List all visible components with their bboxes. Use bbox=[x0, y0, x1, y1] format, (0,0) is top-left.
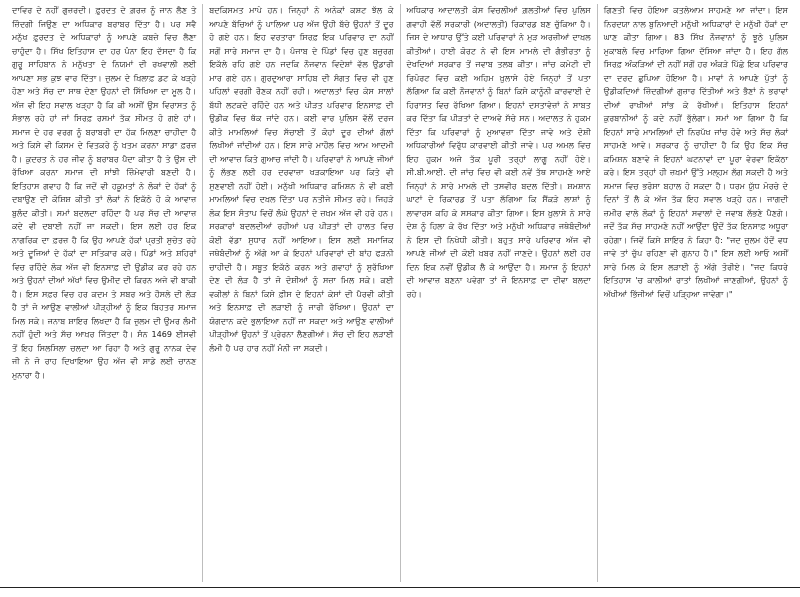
article-paragraph: ਅਧਿਕਾਰ ਆਦਾਲਤੀ ਕੇਸ ਵਿਚਲੀਆਂ ਗ਼ਲਤੀਆਂ ਵਿਚ ਪੁਲਿਸ ਗਵਾਹੀ ਵੱਲੋਂ ਸਰਕਾਰੀ (ਅਦਾਲਤੀ) ਰਿਕਾਰਡ ਬਣ ਚੁੱਕਿਆ ਹੈ। ਜਿਸ ਦੇ ਆਧਾਰ ਉੱਤੇ ਕਈ ਪਰਿਵਾਰਾਂ ਨੇ ਮੁੜ ਅਰਜ਼ੀਆਂ ਦਾਖ਼ਲ ਕੀਤੀਆਂ। ਹਾਈ ਕੋਰਟ ਨੇ ਵੀ ਇਸ ਮਾਮਲੇ ਦੀ ਗੰਭੀਰਤਾ ਨੂੰ ਦੇਖਦਿਆਂ ਸਰਕਾਰ ਤੋਂ ਜਵਾਬ ਤਲਬ ਕੀਤਾ। ਜਾਂਚ ਕਮੇਟੀ ਦੀ ਰਿਪੋਰਟ ਵਿਚ ਕਈ ਅਹਿਮ ਖ਼ੁਲਾਸੇ ਹੋਏ ਜਿਨ੍ਹਾਂ ਤੋਂ ਪਤਾ ਲੱਗਿਆ ਕਿ ਕਈ ਨੌਜਵਾਨਾਂ ਨੂੰ ਬਿਨਾਂ ਕਿਸੇ ਕਾਨੂੰਨੀ ਕਾਰਵਾਈ ਦੇ ਹਿਰਾਸਤ ਵਿਚ ਰੱਖਿਆ ਗਿਆ। ਇਹਨਾਂ ਦਸਤਾਵੇਜ਼ਾਂ ਨੇ ਸਾਬਤ ਕਰ ਦਿੱਤਾ ਕਿ ਪੀੜਤਾਂ ਦੇ ਦਾਅਵੇ ਸੱਚੇ ਸਨ। ਅਦਾਲਤ ਨੇ ਹੁਕਮ ਦਿੱਤਾ ਕਿ ਪਰਿਵਾਰਾਂ ਨੂੰ ਮੁਆਵਜ਼ਾ ਦਿੱਤਾ ਜਾਵੇ ਅਤੇ ਦੋਸ਼ੀ ਅਧਿਕਾਰੀਆਂ ਵਿਰੁੱਧ ਕਾਰਵਾਈ ਕੀਤੀ ਜਾਵੇ। ਪਰ ਅਮਲ ਵਿਚ ਇਹ ਹੁਕਮ ਅਜੇ ਤੱਕ ਪੂਰੀ ਤਰ੍ਹਾਂ ਲਾਗੂ ਨਹੀਂ ਹੋਏ। ਸੀ.ਬੀ.ਆਈ. ਦੀ ਜਾਂਚ ਵਿਚ ਵੀ ਕਈ ਨਵੇਂ ਤੱਥ ਸਾਹਮਣੇ ਆਏ ਜਿਨ੍ਹਾਂ ਨੇ ਸਾਰੇ ਮਾਮਲੇ ਦੀ ਤਸਵੀਰ ਬਦਲ ਦਿੱਤੀ। ਸ਼ਮਸ਼ਾਨ ਘਾਟਾਂ ਦੇ ਰਿਕਾਰਡ ਤੋਂ ਪਤਾ ਲੱਗਿਆ ਕਿ ਸੈਂਕੜੇ ਲਾਸ਼ਾਂ ਨੂੰ ਲਾਵਾਰਸ ਕਹਿ ਕੇ ਸਸਕਾਰ ਕੀਤਾ ਗਿਆ। ਇਸ ਖ਼ੁਲਾਸੇ ਨੇ ਸਾਰੇ ਦੇਸ਼ ਨੂੰ ਹਿਲਾ ਕੇ ਰੱਖ ਦਿੱਤਾ ਅਤੇ ਮਨੁੱਖੀ ਅਧਿਕਾਰ ਜਥੇਬੰਦੀਆਂ ਨੇ ਇਸ ਦੀ ਨਿਖੇਧੀ ਕੀਤੀ। ਬਹੁਤ ਸਾਰੇ ਪਰਿਵਾਰ ਅੱਜ ਵੀ ਆਪਣੇ ਜੀਆਂ ਦੀ ਕੋਈ ਖ਼ਬਰ ਨਹੀਂ ਜਾਣਦੇ। ਉਹਨਾਂ ਲਈ ਹਰ ਦਿਨ ਇਕ ਨਵੀਂ ਉਡੀਕ ਲੈ ਕੇ ਆਉਂਦਾ ਹੈ। ਸਮਾਜ ਨੂੰ ਇਹਨਾਂ ਦੀ ਆਵਾਜ਼ ਬਣਨਾ ਪਵੇਗਾ ਤਾਂ ਜੋ ਇਨਸਾਫ਼ ਦਾ ਦੀਵਾ ਬਲਦਾ ਰਹੇ। bbox=[406, 6, 591, 299]
page-bottom-divider bbox=[0, 587, 800, 588]
article-paragraph: ਦਾਵਿਰ ਦੇ ਨਹੀਂ ਗੁਜ਼ਰਦੀ। ਫ਼ੁਰਦਤ ਦੇ ਗ਼ਰਜ਼ ਨੂੰ ਜਾਨ ਲੈਣ ਤੇ ਜ਼ਿੰਦਗੀ ਜਿਉਣ ਦਾ ਅਧਿਕਾਰ ਬਰਾਬਰ ਦਿੱਤਾ ਹੈ। ਪਰ ਸਵੈ ਮਨੁੱਖ ਫ਼ੁਰਦਤ ਦੇ ਅਧਿਕਾਰਾਂ ਨੂੰ ਆਪਣੇ ਕਬਜ਼ੇ ਵਿਚ ਲੈਣਾ ਚਾਹੁੰਦਾ ਹੈ। ਸਿੱਖ ਇਤਿਹਾਸ ਦਾ ਹਰ ਪੰਨਾ ਇਹ ਦੱਸਦਾ ਹੈ ਕਿ ਗੁਰੂ ਸਾਹਿਬਾਨ ਨੇ ਮਨੁੱਖਤਾ ਦੇ ਨਿਯਮਾਂ ਦੀ ਰਖਵਾਲੀ ਲਈ ਆਪਣਾ ਸਭ ਕੁਝ ਵਾਰ ਦਿੱਤਾ। ਜ਼ੁਲਮ ਦੇ ਖ਼ਿਲਾਫ਼ ਡਟ ਕੇ ਖੜ੍ਹੇ ਹੋਣਾ ਅਤੇ ਸੱਚ ਦਾ ਸਾਥ ਦੇਣਾ ਉਹਨਾਂ ਦੀ ਸਿੱਖਿਆ ਦਾ ਮੂਲ ਹੈ। ਅੱਜ ਵੀ ਇਹ ਸਵਾਲ ਖੜ੍ਹਾ ਹੈ ਕਿ ਕੀ ਅਸੀਂ ਉਸ ਵਿਰਾਸਤ ਨੂੰ ਸੰਭਾਲ ਰਹੇ ਹਾਂ ਜਾਂ ਸਿਰਫ਼ ਰਸਮਾਂ ਤੱਕ ਸੀਮਤ ਹੋ ਗਏ ਹਾਂ। ਸਮਾਜ ਦੇ ਹਰ ਵਰਗ ਨੂੰ ਬਰਾਬਰੀ ਦਾ ਹੱਕ ਮਿਲਣਾ ਚਾਹੀਦਾ ਹੈ ਅਤੇ ਕਿਸੇ ਵੀ ਕਿਸਮ ਦੇ ਵਿਤਕਰੇ ਨੂੰ ਖ਼ਤਮ ਕਰਨਾ ਸਾਡਾ ਫ਼ਰਜ਼ ਹੈ। ਕੁਦਰਤ ਨੇ ਹਰ ਜੀਵ ਨੂੰ ਬਰਾਬਰ ਪੈਦਾ ਕੀਤਾ ਹੈ ਤੇ ਉਸ ਦੀ ਰੱਖਿਆ ਕਰਨਾ ਸਮਾਜ ਦੀ ਸਾਂਝੀ ਜ਼ਿੰਮੇਵਾਰੀ ਬਣਦੀ ਹੈ। ਇਤਿਹਾਸ ਗਵਾਹ ਹੈ ਕਿ ਜਦੋਂ ਵੀ ਹਕੂਮਤਾਂ ਨੇ ਲੋਕਾਂ ਦੇ ਹੱਕਾਂ ਨੂੰ ਦਬਾਉਣ ਦੀ ਕੋਸ਼ਿਸ਼ ਕੀਤੀ ਤਾਂ ਲੋਕਾਂ ਨੇ ਇਕੱਠੇ ਹੋ ਕੇ ਆਵਾਜ਼ ਬੁਲੰਦ ਕੀਤੀ। ਸਮਾਂ ਬਦਲਦਾ ਰਹਿੰਦਾ ਹੈ ਪਰ ਸੱਚ ਦੀ ਆਵਾਜ਼ ਕਦੇ ਵੀ ਦਬਾਈ ਨਹੀਂ ਜਾ ਸਕਦੀ। ਇਸ ਲਈ ਹਰ ਇਕ ਨਾਗਰਿਕ ਦਾ ਫ਼ਰਜ਼ ਹੈ ਕਿ ਉਹ ਆਪਣੇ ਹੱਕਾਂ ਪ੍ਰਤੀ ਸੁਚੇਤ ਰਹੇ ਅਤੇ ਦੂਜਿਆਂ ਦੇ ਹੱਕਾਂ ਦਾ ਸਤਿਕਾਰ ਕਰੇ। ਪਿੰਡਾਂ ਅਤੇ ਸ਼ਹਿਰਾਂ ਵਿਚ ਰਹਿੰਦੇ ਲੋਕ ਅੱਜ ਵੀ ਇਨਸਾਫ਼ ਦੀ ਉਡੀਕ ਕਰ ਰਹੇ ਹਨ ਅਤੇ ਉਹਨਾਂ ਦੀਆਂ ਅੱਖਾਂ ਵਿਚ ਉਮੀਦ ਦੀ ਕਿਰਨ ਅਜੇ ਵੀ ਬਾਕੀ ਹੈ। ਇਸ ਸਫ਼ਰ ਵਿਚ ਹਰ ਕਦਮ ਤੇ ਸਬਰ ਅਤੇ ਹੌਸਲੇ ਦੀ ਲੋੜ ਹੈ ਤਾਂ ਜੋ ਆਉਣ ਵਾਲੀਆਂ ਪੀੜ੍ਹੀਆਂ ਨੂੰ ਇਕ ਬਿਹਤਰ ਸਮਾਜ ਮਿਲ ਸਕੇ। ਜਨਾਬ ਸ਼ਾਇਰ ਲਿਖਦਾ ਹੈ ਕਿ ਜ਼ੁਲਮ ਦੀ ਉਮਰ ਲੰਮੀ ਨਹੀਂ ਹੁੰਦੀ ਅਤੇ ਸੱਚ ਆਖ਼ਰ ਜਿੱਤਦਾ ਹੈ। ਸੰਨ 1469 ਈਸਵੀ ਤੋਂ ਇਹ ਸਿਲਸਿਲਾ ਚਲਦਾ ਆ ਰਿਹਾ ਹੈ ਅਤੇ ਗੁਰੂ ਨਾਨਕ ਦੇਵ ਜੀ ਨੇ ਜੋ ਰਾਹ ਦਿਖਾਇਆ ਉਹ ਅੱਜ ਵੀ ਸਾਡੇ ਲਈ ਚਾਨਣ ਮੁਨਾਰਾ ਹੈ। bbox=[12, 6, 197, 380]
text-column-4 bbox=[598, 4, 794, 582]
article-paragraph: ਗਿਣਤੀ ਵਿਚ ਹੋਇਆ ਕਤਲੇਆਮ ਸਾਹਮਣੇ ਆ ਜਾਂਦਾ। ਇਸ ਨਿਰਦਯਾ ਨਾਲ ਬੁਨਿਆਦੀ ਮਨੁੱਖੀ ਅਧਿਕਾਰਾਂ ਦੇ ਮਨੁੱਖੀ ਹੱਕਾਂ ਦਾ ਘਾਣ ਕੀਤਾ ਗਿਆ। 83 ਸਿੱਖ ਨੌਜਵਾਨਾਂ ਨੂੰ ਝੂਠੇ ਪੁਲਿਸ ਮੁਕਾਬਲੇ ਵਿਚ ਮਾਰਿਆ ਗਿਆ ਦੱਸਿਆ ਜਾਂਦਾ ਹੈ। ਇਹ ਗੱਲ ਸਿਰਫ਼ ਅੰਕੜਿਆਂ ਦੀ ਨਹੀਂ ਸਗੋਂ ਹਰ ਅੰਕੜੇ ਪਿੱਛੇ ਇਕ ਪਰਿਵਾਰ ਦਾ ਦਰਦ ਛੁਪਿਆ ਹੋਇਆ ਹੈ। ਮਾਵਾਂ ਨੇ ਆਪਣੇ ਪੁੱਤਾਂ ਨੂੰ ਉਡੀਕਦਿਆਂ ਜ਼ਿੰਦਗੀਆਂ ਗੁਜ਼ਾਰ ਦਿੱਤੀਆਂ ਅਤੇ ਭੈਣਾਂ ਨੇ ਭਰਾਵਾਂ ਦੀਆਂ ਰਾਖੀਆਂ ਸਾਂਭ ਕੇ ਰੱਖੀਆਂ। ਇਤਿਹਾਸ ਇਹਨਾਂ ਕੁਰਬਾਨੀਆਂ ਨੂੰ ਕਦੇ ਨਹੀਂ ਭੁੱਲੇਗਾ। ਸਮਾਂ ਆ ਗਿਆ ਹੈ ਕਿ ਇਹਨਾਂ ਸਾਰੇ ਮਾਮਲਿਆਂ ਦੀ ਨਿਰਪੱਖ ਜਾਂਚ ਹੋਵੇ ਅਤੇ ਸੱਚ ਲੋਕਾਂ ਸਾਹਮਣੇ ਆਵੇ। ਸਰਕਾਰ ਨੂੰ ਚਾਹੀਦਾ ਹੈ ਕਿ ਉਹ ਇਕ ਸੱਚ ਕਮਿਸ਼ਨ ਬਣਾਵੇ ਜੋ ਇਹਨਾਂ ਘਟਨਾਵਾਂ ਦਾ ਪੂਰਾ ਵੇਰਵਾ ਇਕੱਠਾ ਕਰੇ। ਇਸ ਤਰ੍ਹਾਂ ਹੀ ਜ਼ਖ਼ਮਾਂ ਉੱਤੇ ਮਲ੍ਹਮ ਲੱਗ ਸਕਦੀ ਹੈ ਅਤੇ ਸਮਾਜ ਵਿਚ ਭਰੋਸਾ ਬਹਾਲ ਹੋ ਸਕਦਾ ਹੈ। ਧਰਮ ਯੁੱਧ ਮੋਰਚੇ ਦੇ ਦਿਨਾਂ ਤੋਂ ਲੈ ਕੇ ਅੱਜ ਤੱਕ ਇਹ ਸਵਾਲ ਖੜ੍ਹੇ ਹਨ। ਜਾਗਦੀ ਜ਼ਮੀਰ ਵਾਲੇ ਲੋਕਾਂ ਨੂੰ ਇਹਨਾਂ ਸਵਾਲਾਂ ਦੇ ਜਵਾਬ ਲੱਭਣੇ ਪੈਣਗੇ। ਜਦੋਂ ਤੱਕ ਸੱਚ ਸਾਹਮਣੇ ਨਹੀਂ ਆਉਂਦਾ ਉਦੋਂ ਤੱਕ ਇਨਸਾਫ਼ ਅਧੂਰਾ ਰਹੇਗਾ। ਜਿਵੇਂ ਕਿਸੇ ਸ਼ਾਇਰ ਨੇ ਕਿਹਾ ਹੈ: "ਜਦ ਜ਼ੁਲਮ ਹੱਦੋਂ ਵਧ ਜਾਵੇ ਤਾਂ ਚੁੱਪ ਰਹਿਣਾ ਵੀ ਗੁਨਾਹ ਹੈ।" ਇਸ ਲਈ ਆਓ ਅਸੀਂ ਸਾਰੇ ਮਿਲ ਕੇ ਇਸ ਲੜਾਈ ਨੂੰ ਅੱਗੇ ਤੋਰੀਏ। "ਜਦ ਕਿਧਰੇ ਇਤਿਹਾਸ 'ਚ ਕਾਲੀਆਂ ਰਾਤਾਂ ਲਿਖੀਆਂ ਜਾਣਗੀਆਂ, ਉਹਨਾਂ ਨੂੰ ਅੱਖੀਆਂ ਭਿੱਜੀਆਂ ਵਿਚੋਂ ਪੜ੍ਹਿਆ ਜਾਵੇਗਾ।" bbox=[603, 6, 788, 299]
text-column-2 bbox=[203, 4, 400, 582]
article-paragraph: ਬਦਕਿਸਮਤ ਮਾਪੇ ਹਨ। ਜਿਨ੍ਹਾਂ ਨੇ ਅਨੇਕਾਂ ਕਸ਼ਟ ਝੱਲ ਕੇ ਆਪਣੇ ਬੱਚਿਆਂ ਨੂੰ ਪਾਲਿਆ ਪਰ ਅੱਜ ਉਹੀ ਬੱਚੇ ਉਹਨਾਂ ਤੋਂ ਦੂਰ ਹੋ ਗਏ ਹਨ। ਇਹ ਵਰਤਾਰਾ ਸਿਰਫ਼ ਇਕ ਪਰਿਵਾਰ ਦਾ ਨਹੀਂ ਸਗੋਂ ਸਾਰੇ ਸਮਾਜ ਦਾ ਹੈ। ਪੰਜਾਬ ਦੇ ਪਿੰਡਾਂ ਵਿਚ ਹੁਣ ਬਜ਼ੁਰਗ ਇਕੱਲੇ ਰਹਿ ਗਏ ਹਨ ਜਦਕਿ ਨੌਜਵਾਨ ਵਿਦੇਸ਼ਾਂ ਵੱਲ ਉਡਾਰੀ ਮਾਰ ਗਏ ਹਨ। ਗੁਰਦੁਆਰਾ ਸਾਹਿਬ ਦੀ ਸੰਗਤ ਵਿਚ ਵੀ ਹੁਣ ਪਹਿਲਾਂ ਵਰਗੀ ਰੌਣਕ ਨਹੀਂ ਰਹੀ। ਅਦਾਲਤਾਂ ਵਿਚ ਕੇਸ ਸਾਲਾਂ ਬੱਧੀ ਲਟਕਦੇ ਰਹਿੰਦੇ ਹਨ ਅਤੇ ਪੀੜਤ ਪਰਿਵਾਰ ਇਨਸਾਫ਼ ਦੀ ਉਡੀਕ ਵਿਚ ਥੱਕ ਜਾਂਦੇ ਹਨ। ਕਈ ਵਾਰ ਪੁਲਿਸ ਵੱਲੋਂ ਦਰਜ ਕੀਤੇ ਮਾਮਲਿਆਂ ਵਿਚ ਸੱਚਾਈ ਤੋਂ ਕੋਹਾਂ ਦੂਰ ਦੀਆਂ ਗੱਲਾਂ ਲਿਖੀਆਂ ਜਾਂਦੀਆਂ ਹਨ। ਇਸ ਸਾਰੇ ਮਾਹੌਲ ਵਿਚ ਆਮ ਆਦਮੀ ਦੀ ਆਵਾਜ਼ ਕਿਤੇ ਗੁਆਚ ਜਾਂਦੀ ਹੈ। ਪਰਿਵਾਰਾਂ ਨੇ ਆਪਣੇ ਜੀਆਂ ਨੂੰ ਲੱਭਣ ਲਈ ਹਰ ਦਰਵਾਜ਼ਾ ਖੜਕਾਇਆ ਪਰ ਕਿਤੇ ਵੀ ਸੁਣਵਾਈ ਨਹੀਂ ਹੋਈ। ਮਨੁੱਖੀ ਅਧਿਕਾਰ ਕਮਿਸ਼ਨ ਨੇ ਵੀ ਕਈ ਮਾਮਲਿਆਂ ਵਿਚ ਦਖ਼ਲ ਦਿੱਤਾ ਪਰ ਨਤੀਜੇ ਸੀਮਤ ਰਹੇ। ਜਿਹੜੇ ਲੋਕ ਇਸ ਸੰਤਾਪ ਵਿਚੋਂ ਲੰਘੇ ਉਹਨਾਂ ਦੇ ਜ਼ਖ਼ਮ ਅੱਜ ਵੀ ਹਰੇ ਹਨ। ਸਰਕਾਰਾਂ ਬਦਲਦੀਆਂ ਰਹੀਆਂ ਪਰ ਪੀੜਤਾਂ ਦੀ ਹਾਲਤ ਵਿਚ ਕੋਈ ਵੱਡਾ ਸੁਧਾਰ ਨਹੀਂ ਆਇਆ। ਇਸ ਲਈ ਸਮਾਜਿਕ ਜਥੇਬੰਦੀਆਂ ਨੂੰ ਅੱਗੇ ਆ ਕੇ ਇਹਨਾਂ ਪਰਿਵਾਰਾਂ ਦੀ ਬਾਂਹ ਫੜਨੀ ਚਾਹੀਦੀ ਹੈ। ਸਬੂਤ ਇਕੱਠੇ ਕਰਨ ਅਤੇ ਗਵਾਹਾਂ ਨੂੰ ਸੁਰੱਖਿਆ ਦੇਣ ਦੀ ਲੋੜ ਹੈ ਤਾਂ ਜੋ ਦੋਸ਼ੀਆਂ ਨੂੰ ਸਜ਼ਾ ਮਿਲ ਸਕੇ। ਕਈ ਵਕੀਲਾਂ ਨੇ ਬਿਨਾਂ ਕਿਸੇ ਫ਼ੀਸ ਦੇ ਇਹਨਾਂ ਕੇਸਾਂ ਦੀ ਪੈਰਵੀ ਕੀਤੀ ਅਤੇ ਇਨਸਾਫ਼ ਦੀ ਲੜਾਈ ਨੂੰ ਜਾਰੀ ਰੱਖਿਆ। ਉਹਨਾਂ ਦਾ ਯੋਗਦਾਨ ਕਦੇ ਭੁਲਾਇਆ ਨਹੀਂ ਜਾ ਸਕਦਾ ਅਤੇ ਆਉਣ ਵਾਲੀਆਂ ਪੀੜ੍ਹੀਆਂ ਉਹਨਾਂ ਤੋਂ ਪ੍ਰੇਰਨਾ ਲੈਣਗੀਆਂ। ਸੱਚ ਦੀ ਇਹ ਲੜਾਈ ਲੰਮੀ ਹੈ ਪਰ ਹਾਰ ਨਹੀਂ ਮੰਨੀ ਜਾ ਸਕਦੀ। bbox=[209, 6, 394, 353]
text-column-3 bbox=[401, 4, 598, 582]
text-column-1 bbox=[6, 4, 203, 582]
